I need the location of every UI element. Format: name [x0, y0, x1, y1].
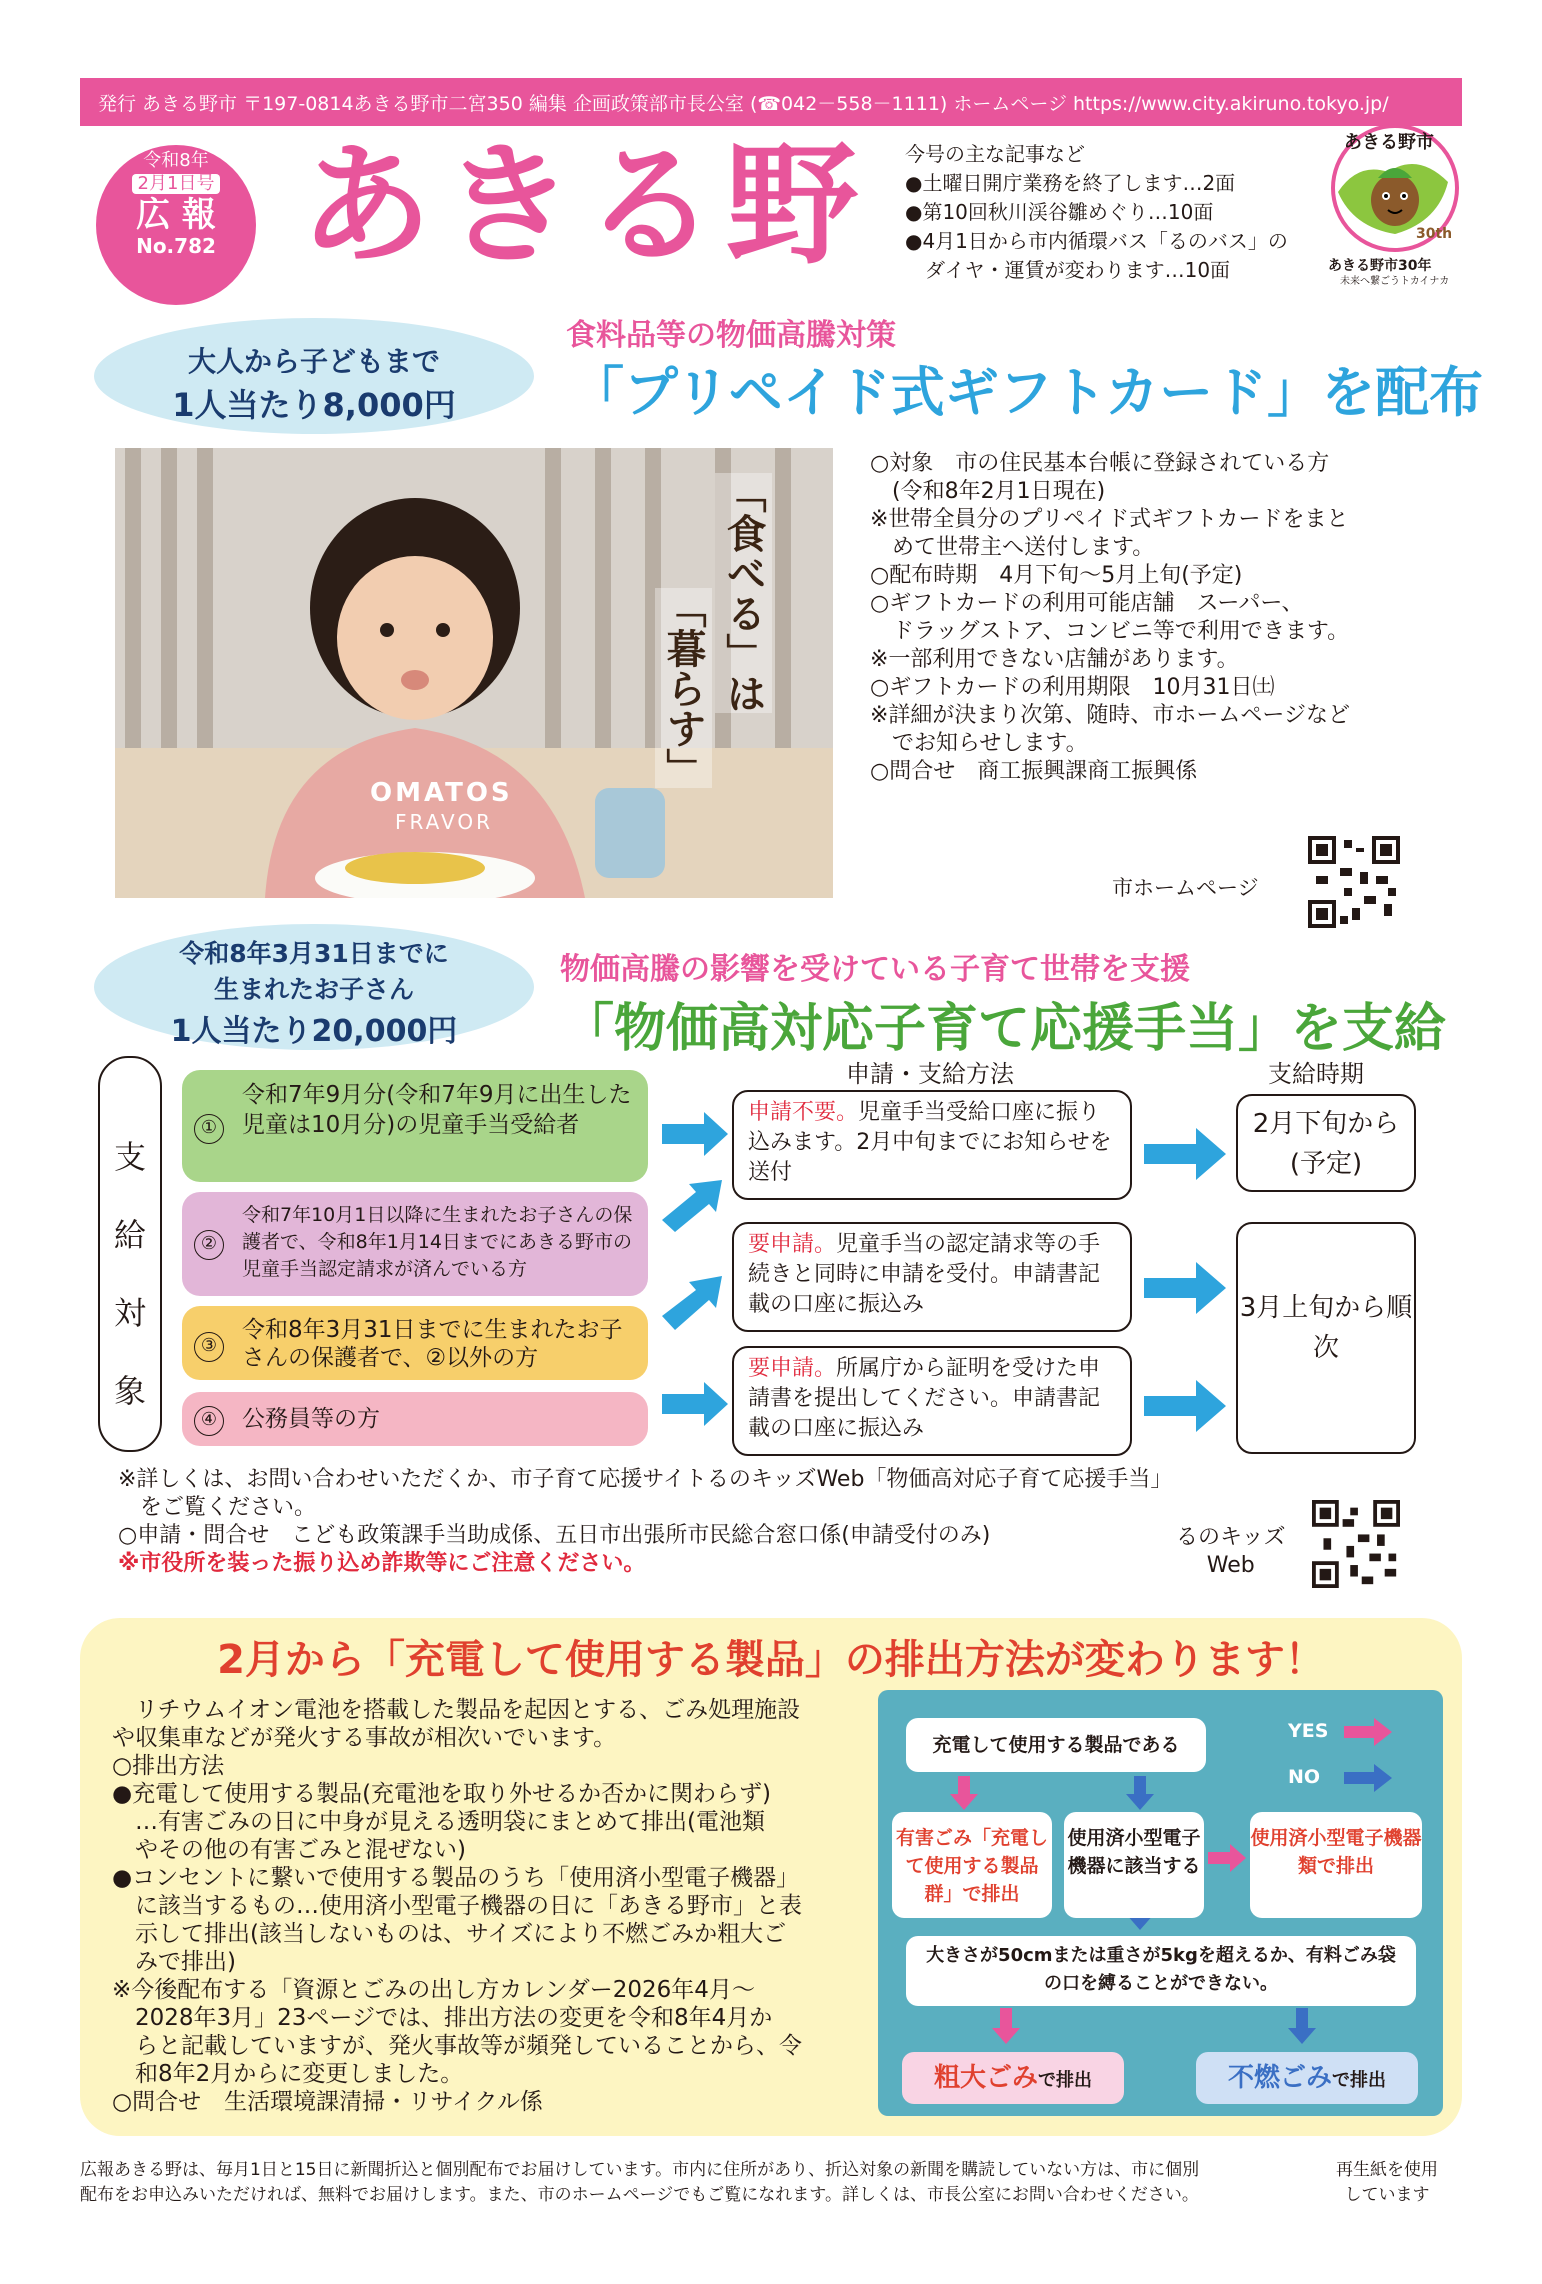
battery-body: [112, 1696, 882, 2116]
gift-qr-label: 市ホームページ: [1112, 876, 1259, 900]
recycle-line: しています: [1344, 2185, 1430, 2205]
method-3: [732, 1346, 1132, 1456]
recycled-paper-note: [1336, 2158, 1438, 2208]
body-line: 示して排出(該当しないものは、サイズにより不燃ごみか粗大ご: [112, 1921, 787, 1947]
target-text: 公務員等の方: [242, 1406, 380, 1432]
logo-text: あきる野市: [1344, 132, 1434, 153]
body-line: や収集車などが発火する事故が相次いでいます。: [112, 1725, 617, 1751]
issue-label: 広 報: [136, 195, 216, 236]
target-text: 令和7年9月分(令和7年9月に出生した児童は10月分)の児童手当受給者: [242, 1082, 632, 1138]
contact-line: ○申請・問合せ こども政策課手当助成係、五日市出張所市民総合窓口係(申請受付のみ): [118, 1523, 991, 1548]
logo-tagline: 未来へ繋ごうトカイナカ: [1340, 276, 1450, 287]
photo-caption-1: 「食べる」は: [715, 473, 772, 713]
qr-code-icon: [1308, 836, 1400, 928]
footer-line: 広報あきる野は、毎月1日と15日に新聞折込と個別配布でお届けしています。市内に住所があり、折込対象の新聞を購読していない方は、市に個別: [80, 2160, 1200, 2180]
gift-info-line: ○ギフトカードの利用期限 10月31日㈯: [870, 675, 1275, 700]
flow-nonburnable: [1196, 2052, 1418, 2104]
method-text: 所属庁から証明を受けた申請書を提出してください。申請書記載の口座に振込み: [748, 1356, 1101, 1441]
gift-info-line: ○対象 市の住民基本台帳に登録されている方: [870, 451, 1330, 476]
target-number: ③: [194, 1332, 224, 1362]
flow-hazard: 有害ごみ「充電して使用する製品群」で排出: [892, 1812, 1052, 1918]
toc-item[interactable]: ●土曜日開庁業務を終了します…2面: [905, 171, 1236, 195]
issue-badge: [96, 145, 256, 305]
flow-bulky: [902, 2052, 1124, 2104]
gift-info-line: ○ギフトカードの利用可能店舗 スーパー、: [870, 591, 1304, 616]
flow-size-question: 大きさが50cmまたは重さが5kgを超えるか、有料ごみ袋の口を縛ることができない。: [906, 1936, 1416, 2006]
side-label-char: 給: [113, 1216, 146, 1254]
body-line: 和8年2月からに変更しました。: [112, 2061, 464, 2087]
publisher-bar: [80, 78, 1462, 126]
kids-web-qr-code-icon[interactable]: [1312, 1500, 1400, 1588]
target-number: ②: [194, 1230, 224, 1260]
flow-nonburn-label: 不燃ごみ: [1227, 2063, 1332, 2093]
gift-kicker: 食料品等の物価高騰対策: [566, 318, 896, 353]
target-number: ④: [194, 1406, 224, 1436]
issue-era: 令和8年: [143, 150, 209, 171]
gift-info-line: ドラッグストア、コンビニ等で利用できます。: [870, 619, 1350, 644]
shirt-text: OMATOS: [370, 778, 513, 808]
gift-oval-line1: 大人から子どもまで: [187, 345, 440, 378]
toc-item[interactable]: ●4月1日から市内循環バス「るのバス」の: [905, 229, 1288, 253]
gift-oval-line2: 1人当たり8,000円: [172, 386, 456, 424]
toc-heading: 今号の主な記事など: [905, 142, 1085, 166]
disposal-flowchart: [878, 1690, 1443, 2116]
target-4: [182, 1392, 648, 1446]
child-eating-photo: [115, 448, 833, 898]
gift-info: [870, 450, 1430, 786]
method-flag: 要申請。: [748, 1356, 837, 1381]
target-text: 令和7年10月1日以降に生まれたお子さんの保護者で、令和8年1月14日までにあきる野市の児童手当認定請求が済んでいる方: [242, 1204, 633, 1280]
fraud-warning: ※市役所を装った振り込め詐欺等にご注意ください。: [118, 1551, 646, 1576]
child-kicker: 物価高騰の影響を受けている子育て世帯を支援: [560, 952, 1190, 987]
child-amount-oval: [94, 924, 534, 1050]
qr-label-line: Web: [1206, 1553, 1255, 1578]
qr-code-icon: [1312, 1500, 1400, 1588]
child-oval-line3: 1人当たり20,000円: [170, 1014, 458, 1049]
body-line: …有害ごみの日に中身が見える透明袋にまとめて排出(電池類: [112, 1809, 765, 1835]
side-label-char: 支: [113, 1138, 146, 1176]
side-label-char: 対: [113, 1294, 146, 1332]
qr-label-line: るのキッズ: [1176, 1525, 1286, 1550]
method-text: 児童手当受給口座に振り込みます。2月中旬までにお知らせを送付: [748, 1100, 1112, 1185]
gift-headline: 「プリペイド式ギフトカード」を配布: [570, 361, 1484, 424]
logo-caption: あきる野市30年: [1328, 258, 1432, 274]
flow-small-question: 使用済小型電子機器に該当する: [1064, 1812, 1204, 1918]
footer-line: 配布をお申込みいただければ、無料でお届けします。また、市のホームページでもご覧になれます。詳しくは、市長公室にお問い合わせください。: [80, 2185, 1199, 2205]
gift-info-line: でお知らせします。: [870, 731, 1088, 756]
target-number: ①: [194, 1114, 224, 1144]
gift-info-line: ※詳細が決まり次第、随時、市ホームページなど: [870, 703, 1350, 728]
gift-info-line: (令和8年2月1日現在): [870, 479, 1106, 504]
child-oval-line1: 令和8年3月31日までに: [179, 939, 449, 968]
flow-no-label: NO: [1288, 1766, 1321, 1788]
timing-2: 3月上旬から順次: [1236, 1222, 1416, 1454]
gift-info-line: ○問合せ 商工振興課商工振興係: [870, 759, 1198, 784]
gift-info-line: ※世帯全員分のプリペイド式ギフトカードをまと: [870, 507, 1349, 532]
body-line: 2028年3月」23ページでは、排出方法の変更を令和8年4月か: [112, 2005, 773, 2031]
toc-item[interactable]: ●第10回秋川渓谷雛めぐり…10面: [905, 200, 1214, 224]
gift-info-line: めて世帯主へ送付します。: [870, 535, 1155, 560]
target-side-label: [98, 1056, 162, 1452]
body-line: ●充電して使用する製品(充電池を取り外せるか否かに関わらず): [112, 1781, 772, 1807]
flow-bulky-tail: で排出: [1038, 2070, 1092, 2091]
body-line: リチウムイオン電池を搭載した製品を起因とする、ごみ処理施設: [112, 1697, 801, 1723]
target-text: 令和8年3月31日までに生まれたお子さんの保護者で、②以外の方: [242, 1317, 623, 1371]
photo-caption-2: 「暮らす」: [655, 588, 712, 788]
method-text: 児童手当の認定請求等の手続きと同時に申請を受付。申請書記載の口座に振込み: [748, 1232, 1101, 1317]
body-line: ○排出方法: [112, 1753, 225, 1779]
timing-1: 2月下旬から(予定): [1236, 1094, 1416, 1192]
body-line: に該当するもの…使用済小型電子機器の日に「あきる野市」と表: [112, 1893, 802, 1919]
timing-arrows-icon: [1140, 1100, 1230, 1440]
method-flag: 申請不要。: [748, 1100, 859, 1125]
child-headline: 「物価高対応子育て応援手当」を支給: [562, 999, 1447, 1059]
flow-bulky-label: 粗大ごみ: [933, 2063, 1038, 2093]
body-line: みで排出): [112, 1949, 236, 1975]
footer-note: [80, 2158, 1280, 2208]
kids-web-label: [1176, 1524, 1286, 1580]
method-2: [732, 1222, 1132, 1332]
method-flag: 要申請。: [748, 1232, 837, 1257]
body-line: やその他の有害ごみと混ぜない): [112, 1837, 466, 1863]
toc-item: ダイヤ・運賃が変わります…10面: [905, 258, 1231, 282]
battery-title: 2月から「充電して使用する製品」の排出方法が変わります！: [217, 1637, 1325, 1683]
gift-qr-code-icon[interactable]: [1308, 836, 1400, 928]
child-notes: [118, 1466, 1298, 1578]
flow-yes-label: YES: [1288, 1720, 1329, 1742]
target-3: [182, 1306, 648, 1380]
col-timing-header: 支給時期: [1268, 1060, 1364, 1088]
body-line: ※今後配布する「資源とごみの出し方カレンダー2026年4月～: [112, 1977, 755, 2003]
child-oval-line2: 生まれたお子さん: [213, 975, 414, 1004]
issue-date: 2月1日号: [132, 174, 221, 195]
target-arrows-icon: [656, 1080, 736, 1450]
target-2: [182, 1192, 648, 1296]
gift-amount-oval: [94, 318, 534, 434]
method-1: [732, 1090, 1132, 1200]
note-line: ※詳しくは、お問い合わせいただくか、市子育て応援サイトるのキッズWeb「物価高対応子育て応援手当」: [118, 1467, 1173, 1492]
flow-small-answer: 使用済小型電子機器類で排出: [1250, 1812, 1422, 1918]
table-of-contents: [905, 140, 1305, 285]
city-30th-logo: [1318, 122, 1472, 286]
flow-start: 充電して使用する製品である: [906, 1718, 1206, 1772]
logo-anniv: 30th: [1416, 226, 1453, 242]
body-line: らと記載していますが、発火事故等が頻発していることから、令: [112, 2033, 802, 2059]
issue-number: No.782: [136, 234, 216, 259]
col-method-header: 申請・支給方法: [846, 1060, 1014, 1088]
shirt-text: FRAVOR: [395, 810, 493, 834]
side-label-char: 象: [113, 1372, 146, 1410]
body-line: ○問合せ 生活環境課清掃・リサイクル係: [112, 2089, 543, 2115]
flow-nonburn-tail: で排出: [1332, 2070, 1386, 2091]
gift-info-line: ○配布時期 4月下旬～5月上旬(予定): [870, 563, 1243, 588]
publisher-line: 発行 あきる野市 〒197-0814あきる野市二宮350 編集 企画政策部市長公室 (☎042－558－1111) ホームページ https://www.city.akiruno.tokyo.jp/: [98, 92, 1389, 115]
target-1: [182, 1070, 648, 1182]
recycle-line: 再生紙を使用: [1336, 2160, 1438, 2180]
body-line: ●コンセントに繋いで使用する製品のうち「使用済小型電子機器」: [112, 1865, 800, 1891]
gift-info-line: ※一部利用できない店舗があります。: [870, 647, 1239, 672]
note-line: をご覧ください。: [118, 1495, 317, 1520]
masthead-title: あきる野: [300, 129, 868, 283]
